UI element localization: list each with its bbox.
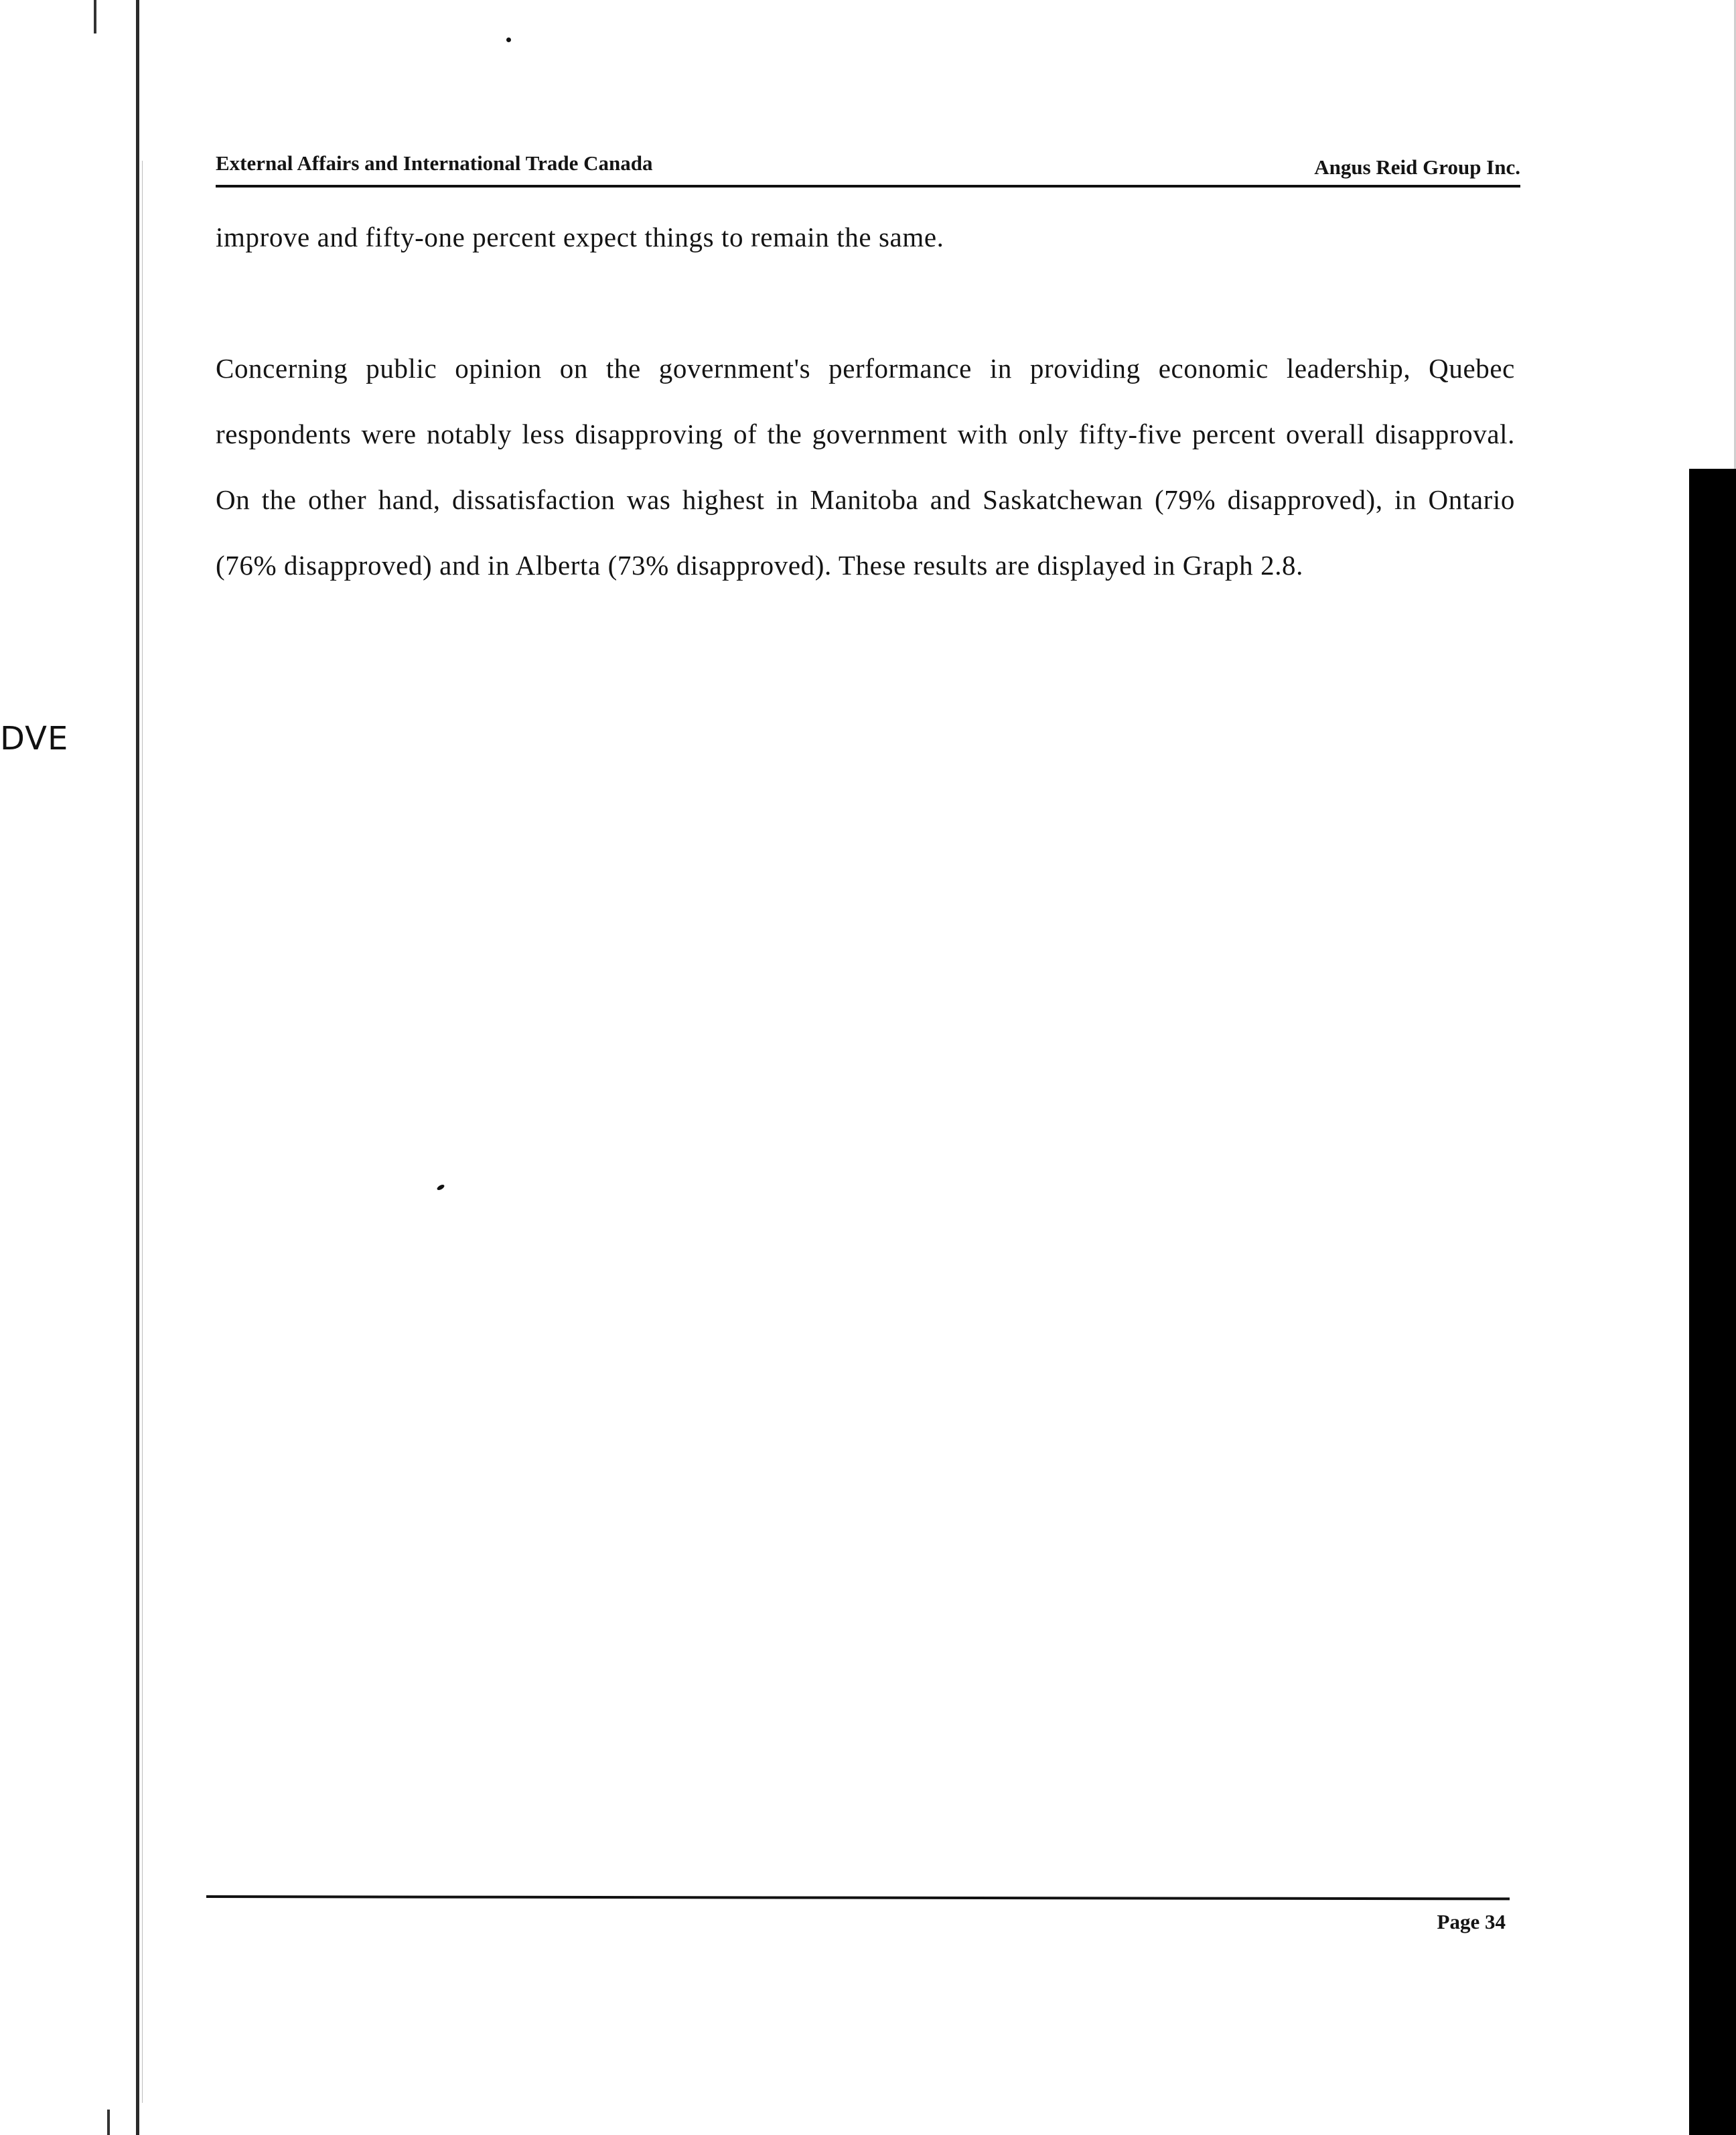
header-organization: External Affairs and International Trade Canada (216, 151, 653, 175)
body-text (216, 204, 1515, 598)
margin-text-fragment: DVE (0, 720, 69, 757)
page-number: Page 34 (1437, 1910, 1506, 1933)
header-company: Angus Reid Group Inc. (1314, 155, 1520, 179)
scan-binding-shadow (142, 161, 143, 2103)
scan-speck (506, 38, 511, 42)
footer-rule (206, 1895, 1510, 1900)
paragraph-economic-leadership: Concerning public opinion on the government's performance in providing economic leadership, Quebec respondents were notably less disapproving of the government with only fifty-five percent overall disapproval. On the other hand, dissatisfaction was highest in Manitoba and Saskatchewan (79% disapproved), in Ontario (76% disapproved) and in Alberta (73% disapproved). These results are displayed in Graph 2.8. (216, 353, 1515, 581)
scan-corner-mark (94, 0, 96, 33)
header-rule (216, 185, 1520, 188)
paragraph-continuation: improve and fifty-one percent expect things to remain the same. (216, 222, 944, 252)
scan-speck (436, 1183, 445, 1191)
scan-dark-strip (1689, 469, 1736, 2135)
page-header (216, 149, 1520, 189)
scan-corner-mark-bottom (107, 2110, 110, 2135)
scan-binding-edge (136, 0, 139, 2135)
